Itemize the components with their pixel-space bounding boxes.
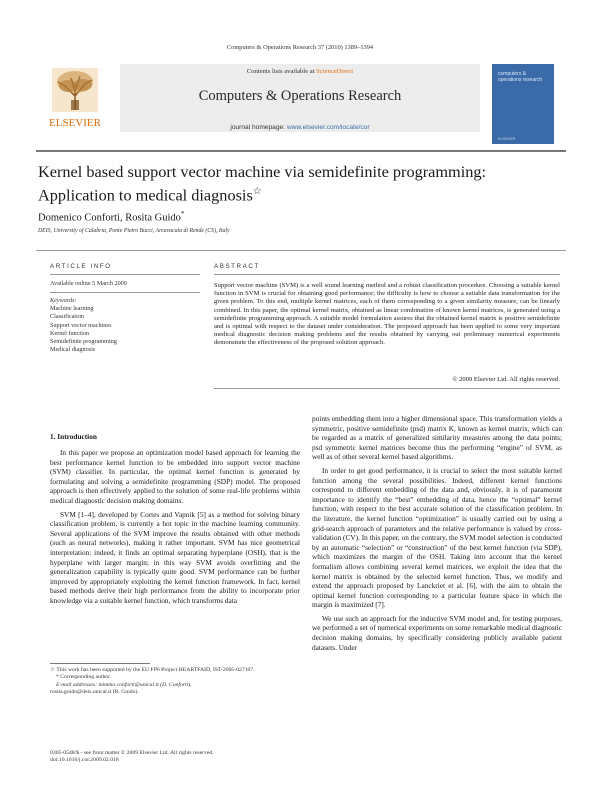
- keyword-item: Support vector machines: [50, 321, 112, 329]
- body-paragraph: In order to get good performance, it is crucial to select the most suitable kernel function among the several possibilities. Indeed, different kernel functions correspond to different embedding of the data and, obviously, it is of paramount importance to identify the “best” embedding of data, hence the “optimal” kernel function, with respect to the best accurate solution of the classification problem. In the literature, the kernel function “optimization” is usually carried out by using a grid-search approach of parameters and the relative performance is valued by cross-validation (CV). In this paper, on the contrary, the SVM model selection is conducted by an automatic “selection” or “construction” of the best kernel function (via SDP), which maximizes the margin of the OSH. Taking into account that the kernel formalism allows combining several kernel matrices, we exploit the idea that the kernel matrix is obtained by the selected kernel function. Thus, we modify and extend the approach proposed by Lanckriet et al. [6], with the aim to obtain the optimal kernel function corresponding to a particular feature space in which the margin is maximized [7].: [312, 465, 562, 610]
- keywords-block: [50, 297, 200, 354]
- keyword-item: Semidefinite programming: [50, 338, 117, 346]
- body-paragraph: In this paper we propose an optimization model based approach for learning the best performance kernel function to be embedded into support vector machine (SVM) classifier. In particular, the optimal kernel function is generated by formulating and solving a semidefinite programming (SDP) model. The proposed approach is then effectively applied to the solution of some real-life problems within medical diagnostic decision making domains.: [50, 448, 300, 505]
- body-paragraph: points embedding them into a higher dimensional space. This transformation yields a symmetric, positive semidefinite (psd) matrix K, known as kernel matrix, which can be regarded as a matrix of generalized similarity measures among the data points; psd symmetric kernel matrices become thus the performing “engine” of SVM, as well as of other several kernel based algorithms.: [312, 414, 562, 462]
- elsevier-logo: [38, 66, 112, 132]
- keyword-item: Machine learning: [50, 305, 94, 313]
- keyword-item: Classification: [50, 313, 85, 321]
- corresponding-author-mark[interactable]: *: [180, 210, 185, 218]
- email-footnote-continued[interactable]: rosita.guido@deis.unical.it (R. Guido).: [50, 689, 139, 696]
- body-paragraph: SVM [1–4], developed by Cortes and Vapnik [5] as a method for solving binary classification problem, is currently a hot topic in the machine learning community. Several applications of the SVM improve the results obtained with other methods (such as neural networks), making it rather important. SVM has nice geometrical interpretation: indeed, it finds an optimal separating hyperplane (OSH), that is the hyperplane with larger margin; in this way SVM avoids overfitting and the generalization capability is typically quite good. SVM performance can be further improved by appropriately exploiting the kernel function framework. In fact, kernel based methods derive their high performance from the ability to incorporate prior knowledge via a suitable kernel function, which transforms data: [50, 509, 300, 605]
- header-rule: [36, 150, 566, 152]
- sciencedirect-link[interactable]: ScienceDirect: [316, 68, 354, 75]
- corresponding-author-footnote: * Corresponding author.: [56, 674, 112, 681]
- title-footnote-mark[interactable]: ☆: [252, 186, 262, 197]
- funding-footnote: ☆ This work has been supported by the EU FP6 Project HEARTFAID, IST-2005-027107.: [50, 667, 255, 673]
- abstract-heading: ABSTRACT: [214, 263, 260, 270]
- issn-line: 0305-0548/$ - see front matter © 2009 Elsevier Ltd. All rights reserved.: [50, 750, 214, 756]
- journal-title: Computers & Operations Research: [198, 88, 402, 104]
- cover-title: computers & operations research: [498, 71, 543, 83]
- footnote-rule: [50, 663, 150, 664]
- right-column: [312, 414, 562, 656]
- abstract-text: Support vector machine (SVM) is a well sound learning method and a robust classification procedure. Choosing a suitable kernel function in SVM is crucial for obtaining good performance; the difficulty is how to choose a suitable data transformation for the given problem. To this end, multiple kernel matrices, each of them corresponding to a given similarity measure, can be linearly combined. In this paper, the optimal kernel matrix, obtained as linear combination of known kernel matrices, is generated using a semidefinite programming approach. A suitable model formulation assures that the obtained kernel matrix is positive semidefinite and is optimal with respect to the dataset under consideration. The proposed approach has been applied to some very important medical diagnostic decision making problems and the results obtained by carrying out preliminary numerical experiments demonstrate the effectiveness of the proposed solution approach.: [214, 282, 560, 347]
- homepage-prefix: journal homepage:: [230, 124, 287, 131]
- affiliation: DEIS, University of Calabria, Ponte Pietro Bucci, Arcavacata di Rende (CS), Italy: [38, 228, 230, 234]
- article-info-rule: [50, 274, 200, 275]
- contents-line: [120, 68, 480, 75]
- journal-reference: Computers & Operations Research 37 (2010) 1389–1394: [226, 44, 374, 51]
- keywords-label: Keywords:: [50, 297, 77, 304]
- bottom-info: [50, 750, 300, 765]
- available-online: Available online 5 March 2009: [50, 280, 127, 287]
- contents-prefix: Contents lists available at: [246, 68, 317, 75]
- journal-cover-thumbnail: [492, 64, 554, 144]
- article-title: [38, 162, 558, 205]
- keyword-item: Kernel function: [50, 329, 90, 337]
- article-info-heading: ARTICLE INFO: [50, 263, 112, 270]
- abstract-bottom-rule: [214, 388, 560, 389]
- article-title-text: Kernel based support vector machine via semidefinite programming: Application to medical diagnosis: [38, 162, 487, 205]
- email-footnote[interactable]: E-mail addresses: mimmo.conforti@unical.it (D. Conforti),: [56, 681, 192, 688]
- body-paragraph: We use such an approach for the inductive SVM model and, for testing purposes, we performed a set of numerical experiments on some remarkable medical diagnostic decision making domains, by specifically considering publicly available patient datasets. Under: [312, 613, 562, 652]
- author-names: Domenico Conforti, Rosita Guido: [38, 212, 181, 224]
- homepage-link[interactable]: www.elsevier.com/locate/cor: [286, 124, 370, 131]
- cover-footer: ELSEVIER: [498, 137, 516, 141]
- abstract-copyright: © 2009 Elsevier Ltd. All rights reserved.: [452, 376, 560, 383]
- authors: [38, 210, 184, 224]
- doi-line[interactable]: doi:10.1016/j.cor.2009.02.018: [50, 757, 119, 764]
- keywords-rule: [50, 292, 200, 293]
- elsevier-wordmark: ELSEVIER: [49, 117, 101, 129]
- journal-homepage: [120, 124, 480, 131]
- footnotes: [50, 667, 300, 697]
- abstract-rule: [214, 274, 560, 275]
- left-column: [50, 448, 300, 610]
- introduction-heading: 1. Introduction: [50, 432, 97, 441]
- keyword-item: Medical diagnosis: [50, 346, 96, 354]
- affiliation-rule: [36, 250, 566, 251]
